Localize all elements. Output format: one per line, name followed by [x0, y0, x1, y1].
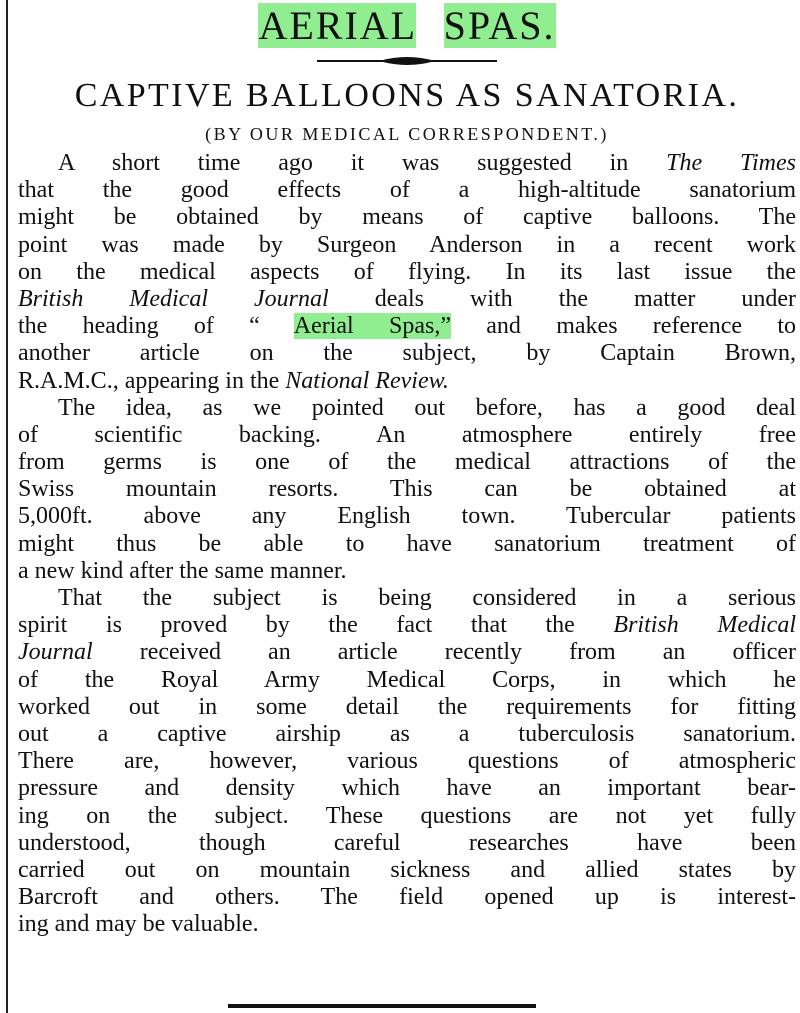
italic-title: British Medical: [613, 612, 796, 639]
text-run: the heading of “: [18, 313, 294, 340]
highlighted-term: AERIAL: [258, 3, 416, 48]
text-line: [18, 150, 796, 177]
text-line: of the Royal Army Medical Corps, in which he: [18, 666, 796, 693]
text-run: received an article recently from an officer: [92, 639, 796, 666]
paragraph: [18, 395, 796, 585]
article-end-rule: [228, 1004, 536, 1008]
text-line: understood, though careful researches have been: [18, 829, 796, 856]
text-line: worked out in some detail the requirements for fitting: [18, 693, 796, 720]
text-line: carried out on mountain sickness and allied states by: [18, 856, 796, 883]
text-line: Swiss mountain resorts. This can be obtained at: [18, 476, 796, 503]
text-run: spirit is proved by the fact that the: [18, 612, 614, 639]
italic-title: The Times: [666, 150, 797, 176]
text-line: [18, 639, 796, 666]
italic-title: Journal: [18, 639, 93, 666]
text-line: might thus be able to have sanatorium treatment of: [18, 530, 796, 557]
text-line: out a captive airship as a tuberculosis sanatorium.: [18, 720, 796, 747]
text-line: 5,000ft. above any English town. Tubercular patients: [18, 503, 796, 530]
text-run: and makes reference to: [451, 313, 796, 340]
text-line: Barcroft and others. The field opened up is interest-: [18, 884, 796, 911]
text-line: pressure and density which have an important bear-: [18, 775, 796, 802]
text-line: [18, 286, 796, 313]
article-body: [18, 150, 796, 938]
text-run: deals with the matter under: [328, 285, 796, 312]
paragraph: [18, 585, 796, 938]
newspaper-article: [18, 4, 796, 938]
text-line: ing on the subject. These questions are not yet fully: [18, 802, 796, 829]
text-line: another article on the subject, by Captain Brown,: [18, 340, 796, 367]
text-run: R.A.M.C., appearing in the: [18, 367, 286, 394]
text-line: ing and may be valuable.: [18, 911, 259, 938]
article-byline: (BY OUR MEDICAL CORRESPONDENT.): [205, 124, 609, 144]
text-line: There are, however, various questions of atmospheric: [18, 748, 796, 775]
text-line: point was made by Surgeon Anderson in a recent work: [18, 231, 796, 258]
text-line: The idea, as we pointed out before, has a good deal: [58, 394, 796, 421]
article-subheadline: CAPTIVE BALLOONS AS SANATORIA.: [74, 77, 740, 114]
text-run: A short time ago it was suggested in: [58, 150, 667, 176]
text-line: on the medical aspects of flying. In its last issue the: [18, 258, 796, 285]
text-line: a new kind after the same manner.: [18, 557, 347, 584]
highlighted-term: Aerial Spas,”: [293, 313, 451, 340]
text-line: [18, 612, 796, 639]
highlighted-term: SPAS.: [443, 3, 556, 48]
text-line: [18, 368, 796, 395]
text-line: That the subject is being considered in a serious: [58, 585, 796, 611]
text-line: might be obtained by means of captive balloons. The: [18, 204, 796, 231]
text-line: that the good effects of a high-altitude sanatorium: [18, 177, 796, 204]
headline-container: [18, 4, 796, 48]
italic-title: British Medical Journal: [18, 285, 329, 312]
text-line: of scientific backing. An atmosphere entirely free: [18, 421, 796, 448]
text-line: from germs is one of the medical attractions of the: [18, 449, 796, 476]
paragraph: [18, 150, 796, 395]
headline-ornament-rule: [317, 54, 497, 68]
text-line: [18, 313, 796, 340]
article-headline: [258, 4, 555, 48]
italic-title: National Review.: [285, 367, 449, 394]
column-rule-left: [6, 0, 8, 1013]
